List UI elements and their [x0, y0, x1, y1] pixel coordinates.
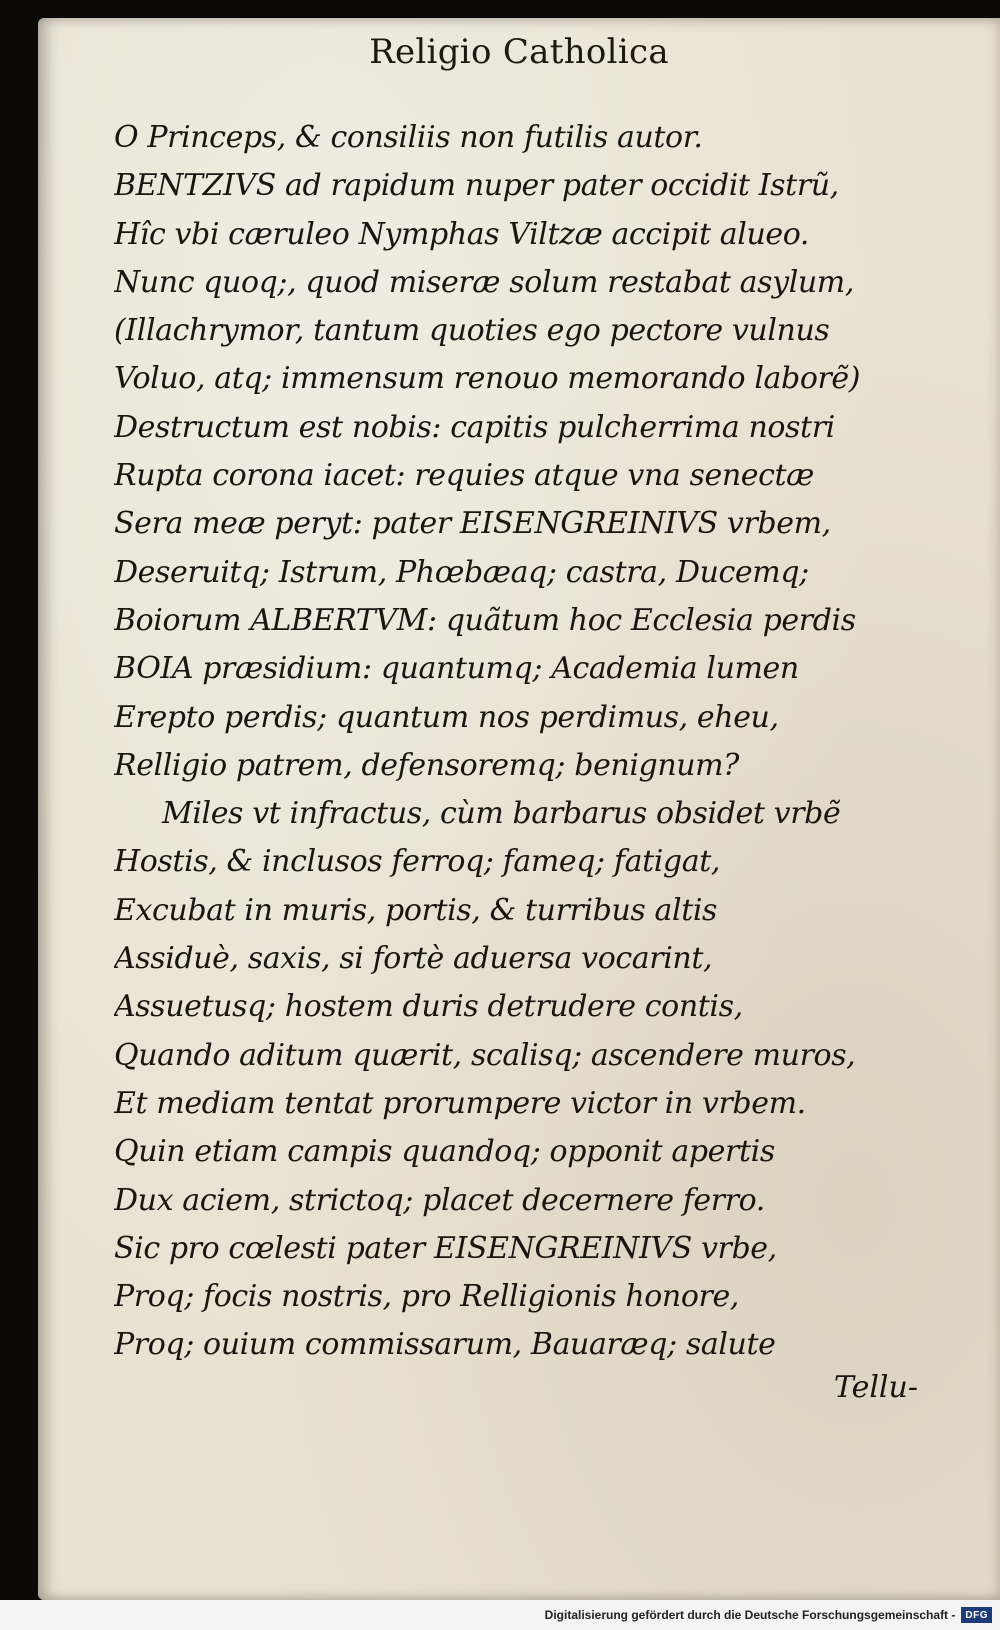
digitization-credit-bar — [0, 1600, 1000, 1630]
verse-line: Assiduè, saxis, si fortè aduersa vocarint, — [114, 941, 713, 977]
verse-line: Et mediam tentat prorumpere victor in vrbem. — [114, 1085, 806, 1121]
verse-line: Quin etiam campis quandoq; opponit apertis — [114, 1134, 775, 1170]
verse-line: Relligio patrem, defensoremq; benignum? — [114, 747, 739, 783]
verse-line: Nunc quoq;, quod miseræ solum restabat asylum, — [114, 264, 854, 300]
verse-line: BOIA præsidium: quantumq; Academia lumen — [114, 651, 799, 687]
verse-line: Voluo, atq; immensum renouo memorando laborẽ) — [114, 361, 861, 397]
verse-line: Assuetusq; hostem duris detrudere contis, — [114, 989, 743, 1025]
verse-line: O Princeps, & consiliis non futilis autor. — [114, 120, 703, 155]
verse-line: BENTZIVS ad rapidum nuper pater occidit Istrũ, — [114, 168, 839, 204]
dfg-logo-icon: DFG — [961, 1607, 992, 1623]
verse-line: Hîc vbi cæruleo Nymphas Viltzæ accipit alueo. — [114, 216, 809, 252]
verse-line: Destructum est nobis: capitis pulcherrima nostri — [114, 409, 835, 445]
verse-line: Proq; ouium commissarum, Bauaræq; salute — [114, 1327, 776, 1363]
verse-line: Rupta corona iacet: requies atque vna senectæ — [114, 458, 814, 494]
verse-line: Excubat in muris, portis, & turribus altis — [114, 892, 718, 928]
verse-line: Hostis, & inclusos ferroq; fameq; fatigat, — [114, 844, 721, 880]
verse-line: Boiorum ALBERTVM: quãtum hoc Ecclesia perdis — [114, 602, 856, 638]
verse-line: Quando aditum quærit, scalisq; ascendere muros, — [114, 1037, 856, 1073]
running-head: Religio Catholica — [369, 32, 669, 72]
verse-line: Deseruitq; Istrum, Phœbæaq; castra, Ducemq; — [114, 554, 809, 590]
verse-line: Erepto perdis; quantum nos perdimus, eheu, — [114, 699, 779, 735]
verse-line: (Illachrymor, tantum quoties ego pectore vulnus — [114, 313, 830, 349]
credit-text: Digitalisierung gefördert durch die Deutsche Forschungsgemeinschaft - — [544, 1608, 956, 1622]
verse-line: Proq; focis nostris, pro Relligionis honore, — [114, 1279, 739, 1315]
catchword: Tellu- — [833, 1370, 918, 1405]
verse-line: Miles vt infractus, cùm barbarus obsidet vrbẽ — [162, 796, 841, 832]
book-page — [38, 18, 1000, 1600]
verse-line: Sic pro cœlesti pater EISENGREINIVS vrbe, — [114, 1230, 777, 1266]
verse-line: Dux aciem, strictoq; placet decernere ferro. — [114, 1182, 765, 1218]
verse-text — [114, 114, 960, 1370]
verse-line: Sera meæ peryt: pater EISENGREINIVS vrbem, — [114, 506, 831, 542]
